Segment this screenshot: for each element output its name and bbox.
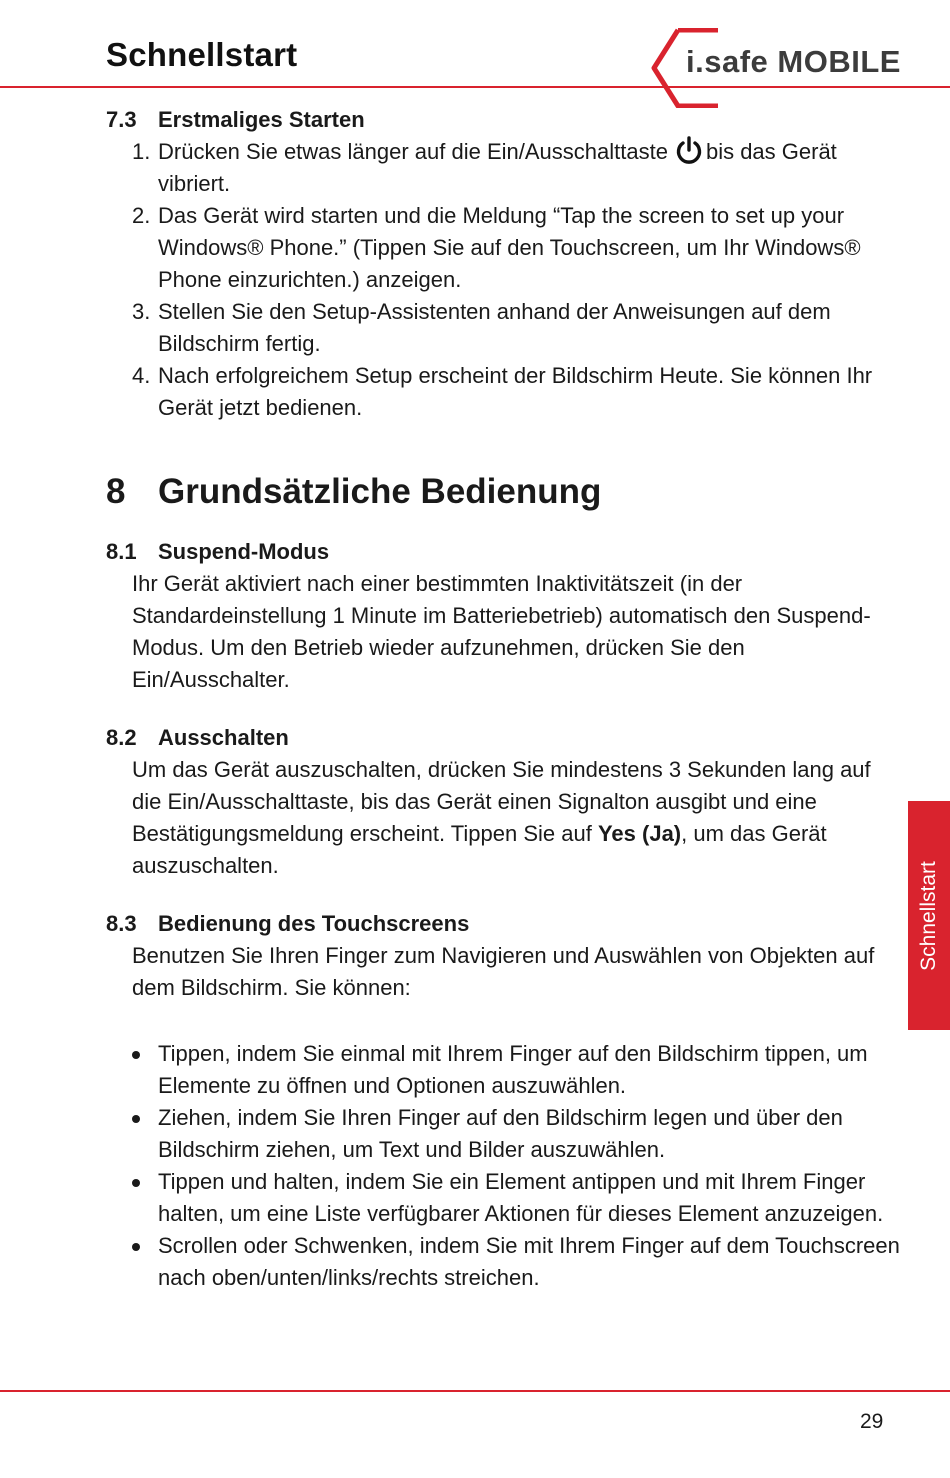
- bullet-icon: [132, 1051, 140, 1059]
- section-number: 8.1: [106, 539, 137, 564]
- bullet-list: [106, 1038, 906, 1294]
- list-item: [106, 296, 898, 360]
- page-title: Schnellstart: [106, 36, 298, 73]
- footer-divider: [0, 1390, 950, 1392]
- power-icon: [674, 136, 704, 166]
- section-body: [132, 754, 902, 882]
- section-number: 8.3: [106, 911, 137, 936]
- body-text-part: Um das Gerät auszuschalten, drücken Sie mindestens 3 Sekunden lang auf die Ein/Ausschalttaste, bis das Gerät einen Signalton ausgibt und eine Bestätigungsmeldung erscheint. Tippen Sie auf: [132, 757, 871, 846]
- section-title: Bedienung des Touchscreens: [158, 911, 470, 936]
- body-text-part: , um das Gerät auszuschalten.: [132, 821, 827, 878]
- section-heading: [106, 908, 906, 940]
- chapter-title: Grundsätzliche Bedienung: [158, 472, 602, 511]
- bullet-text: Tippen und halten, indem Sie ein Element antippen und mit Ihrem Finger halten, um eine Liste verfügbarer Aktionen für dieses Element anzuzeigen.: [158, 1169, 884, 1226]
- step-text: Stellen Sie den Setup-Assistenten anhand der Anweisungen auf dem Bildschirm fertig.: [158, 299, 831, 356]
- section-heading: [106, 536, 906, 568]
- list-item: [106, 1166, 903, 1230]
- bullet-icon: [132, 1179, 140, 1187]
- side-tab: [908, 801, 950, 1030]
- bullet-text: Tippen, indem Sie einmal mit Ihrem Finger auf den Bildschirm tippen, um Elemente zu öffnen und Optionen auszuwählen.: [158, 1041, 868, 1098]
- step-number: 3.: [132, 299, 151, 324]
- section-8-1: [106, 536, 906, 696]
- section-number: 7.3: [106, 107, 137, 132]
- chapter-number: 8: [106, 472, 126, 511]
- emphasis-text: Yes (Ja): [597, 821, 682, 846]
- list-item: [106, 1230, 903, 1294]
- header-divider: [0, 86, 950, 88]
- section-title: Erstmaliges Starten: [158, 107, 365, 132]
- bullet-text: Ziehen, indem Sie Ihren Finger auf den Bildschirm legen und über den Bildschirm ziehen, um Text und Bilder auszuwählen.: [158, 1105, 843, 1162]
- step-text: Nach erfolgreichem Setup erscheint der Bildschirm Heute. Sie können Ihr Gerät jetzt bedienen.: [158, 363, 873, 420]
- section-number: 8.2: [106, 725, 137, 750]
- step-text: Das Gerät wird starten und die Meldung “Tap the screen to set up your Windows® Phone.” (Tippen Sie auf den Touchscreen, um Ihr Windows® Phone einzurichten.) anzeigen.: [158, 203, 861, 292]
- step-number: 1.: [132, 139, 151, 164]
- section-heading: [106, 722, 906, 754]
- list-item: [106, 1038, 903, 1102]
- list-item: [106, 200, 898, 296]
- bullet-icon: [132, 1115, 140, 1123]
- section-8-2: [106, 722, 906, 882]
- section-title: Suspend-Modus: [158, 539, 330, 564]
- logo-text: i.safe MOBILE: [686, 44, 901, 79]
- step-text-part: Drücken Sie etwas länger auf die Ein/Ausschalttaste: [158, 139, 668, 164]
- page-number: 29: [860, 1410, 884, 1433]
- step-text-part: bis das Gerät vibriert.: [158, 139, 837, 196]
- step-number: 2.: [132, 203, 151, 228]
- list-item: [106, 360, 898, 424]
- step-number: 4.: [132, 363, 151, 388]
- side-tab-label: Schnellstart: [917, 860, 940, 971]
- section-title: Ausschalten: [158, 725, 289, 750]
- bullet-icon: [132, 1243, 140, 1251]
- section-8-3: [106, 908, 906, 1294]
- section-heading: [106, 104, 906, 136]
- section-7-3: [106, 104, 906, 424]
- list-item: [106, 1102, 903, 1166]
- section-body: Benutzen Sie Ihren Finger zum Navigieren und Auswählen von Objekten auf dem Bildschirm. Sie können:: [132, 943, 875, 1000]
- section-body: Ihr Gerät aktiviert nach einer bestimmten Inaktivitätszeit (in der Standardeinstellung 1 Minute im Batteriebetrieb) automatisch den Suspend-Modus. Um den Betrieb wieder aufzunehmen, drücken Sie den Ein/Ausschalter.: [132, 571, 871, 692]
- list-item: [106, 136, 898, 200]
- chapter-heading: [106, 470, 906, 514]
- page-content: [106, 104, 906, 1294]
- steps-list: [106, 136, 906, 424]
- bullet-text: Scrollen oder Schwenken, indem Sie mit Ihrem Finger auf dem Touchscreen nach oben/unten/links/rechts streichen.: [158, 1233, 900, 1290]
